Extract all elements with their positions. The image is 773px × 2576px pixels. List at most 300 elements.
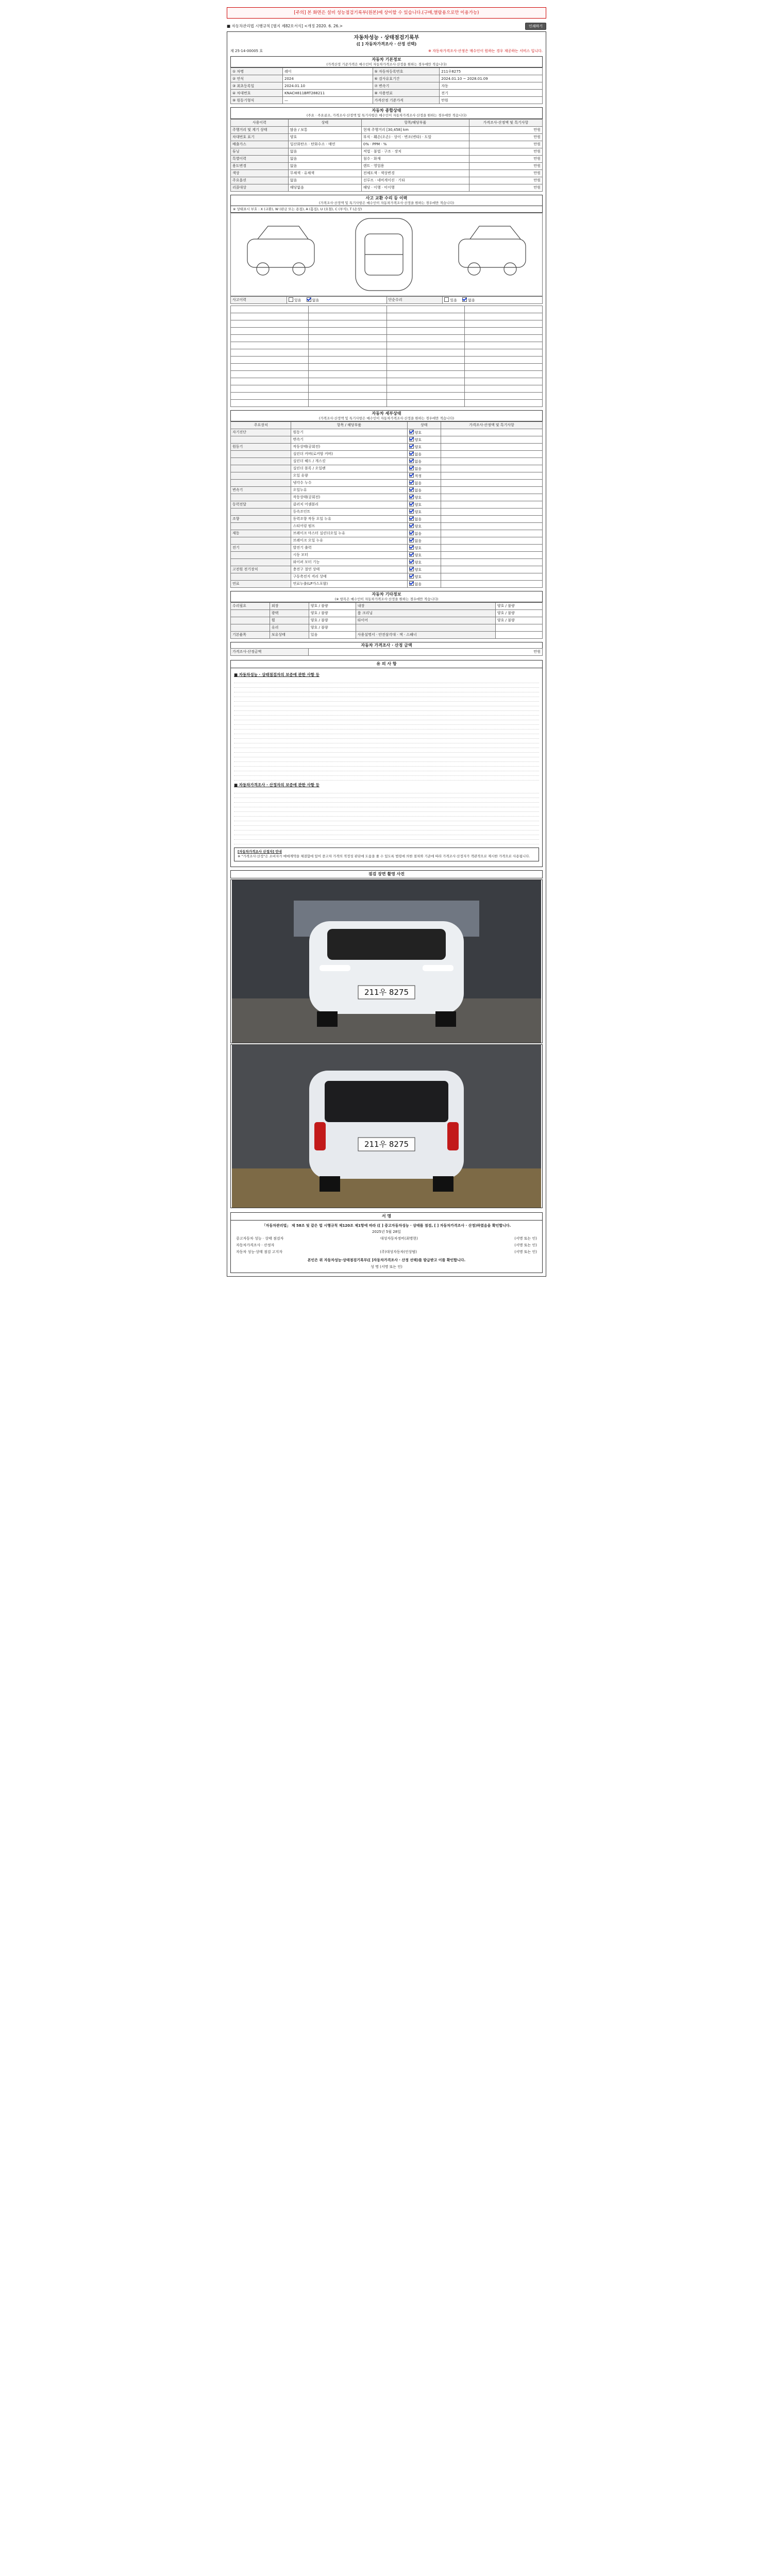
detail-state xyxy=(407,573,441,580)
notice-banner: [주의] 본 화면은 설비 성능점검기록부(원본)에 상이할 수 있습니다.(구매,열람용으로만 이용가능) xyxy=(227,7,546,19)
panel-cell xyxy=(464,342,542,349)
signature-receiver: 성 명 (서명 또는 인) xyxy=(371,1265,402,1269)
overall-status-row xyxy=(231,177,543,184)
detail-state xyxy=(407,515,441,522)
panel-cell xyxy=(386,378,464,385)
overall-status-cell: 전체도색 · 색상변경 xyxy=(361,170,469,177)
panel-cell xyxy=(309,392,386,399)
basic-info-value: 자동 xyxy=(440,82,543,90)
other-info-cell xyxy=(356,624,495,632)
basic-info-value: 2024.01.10 xyxy=(283,82,373,90)
terms-line xyxy=(234,684,539,688)
detail-state-label: 양호 xyxy=(414,496,422,500)
panel-row xyxy=(231,349,543,356)
overall-status-header: 사용이력 xyxy=(231,119,289,126)
panel-row xyxy=(231,378,543,385)
detail-item: 구동축전지 격리 상태 xyxy=(291,573,407,580)
other-info-cell: 양호 / 불량 xyxy=(495,603,542,610)
document-subtitle: ([ ] 자동차가격조사 · 산정 선택) xyxy=(356,41,417,46)
detail-status-row xyxy=(231,429,543,436)
detail-price xyxy=(441,486,543,494)
terms-line xyxy=(234,693,539,697)
panel-row xyxy=(231,342,543,349)
panel-cell xyxy=(309,378,386,385)
terms-line xyxy=(234,688,539,692)
other-info-cell: 양호 / 불량 xyxy=(309,624,356,632)
other-info-row xyxy=(231,632,543,639)
terms-line xyxy=(234,698,539,702)
terms-line xyxy=(234,716,539,720)
terms-heading-appraiser: ■ 자동차가격조사 · 산정자의 보증에 관한 사항 등 xyxy=(234,782,320,787)
price-title: 자동차 가격조사 · 산정 금액 xyxy=(230,642,543,648)
terms-line xyxy=(234,707,539,711)
detail-item: 변속기 xyxy=(291,436,407,443)
panel-row xyxy=(231,313,543,320)
detail-state-label: 없음 xyxy=(414,467,422,471)
detail-state-checkbox[interactable] xyxy=(409,567,414,571)
detail-state-label: 없음 xyxy=(414,532,422,536)
detail-state-label: 양호 xyxy=(414,553,422,557)
terms-line xyxy=(234,679,539,683)
detail-state-label: 양호 xyxy=(414,568,422,572)
panel-cell xyxy=(386,363,464,370)
detail-status-row xyxy=(231,537,543,544)
signature-footer: 본인은 위 자동차성능·상태점검기록부([ ]자동차가격조사 · 산정 선택)를 발급받고 이를 확인합니다. xyxy=(307,1258,466,1263)
document-title: 자동차성능 · 상태점검기록부 xyxy=(354,35,419,41)
detail-status-row xyxy=(231,515,543,522)
basic-info-label: ⑥ 검사유효기간 xyxy=(373,75,440,82)
appraiser-box-title: [자동차가격조사 산정자] 안내 xyxy=(238,849,282,854)
other-info-note: (※ 항목은 매수인이 자동차가격조사·산정을 원하는 경우에만 적습니다) xyxy=(230,597,543,602)
overall-status-cell: 없음 xyxy=(288,162,361,170)
terms-line xyxy=(234,739,539,743)
panel-cell xyxy=(231,363,309,370)
detail-state-label: 양호 xyxy=(414,524,422,529)
other-info-cell: 양호 / 불량 xyxy=(495,617,542,624)
accident-no-checkbox[interactable] xyxy=(307,297,311,302)
detail-state xyxy=(407,479,441,486)
overall-status-row xyxy=(231,133,543,141)
panel-cell xyxy=(309,313,386,320)
other-info-title: 자동차 기타정보 xyxy=(230,591,543,597)
basic-info-row xyxy=(231,90,543,97)
panel-cell xyxy=(309,327,386,334)
detail-status-row xyxy=(231,522,543,530)
other-info-cell: 유리 xyxy=(270,624,309,632)
panel-cell xyxy=(386,356,464,363)
basic-info-title: 자동차 기본정보 xyxy=(230,56,543,62)
detail-state xyxy=(407,486,441,494)
overall-status-cell: 만원 xyxy=(469,170,542,177)
panel-cell xyxy=(309,363,386,370)
panel-row xyxy=(231,356,543,363)
detail-item: 실린더 헤드 / 개스킷 xyxy=(291,457,407,465)
detail-status-row xyxy=(231,551,543,558)
detail-state-label: 양호 xyxy=(414,445,422,449)
basic-info-row xyxy=(231,82,543,90)
document-number: 제 25-14-00005 호 xyxy=(230,48,263,53)
basic-info-label: ① 차명 xyxy=(231,68,283,75)
terms-line xyxy=(234,767,539,771)
detail-state-label: 없음 xyxy=(414,460,422,464)
detail-state-checkbox[interactable] xyxy=(409,574,414,579)
overall-status-cell: 만원 xyxy=(469,184,542,191)
overall-status-cell: 만원 xyxy=(469,126,542,133)
detail-price xyxy=(441,551,543,558)
detail-state-checkbox[interactable] xyxy=(409,509,414,514)
detail-state-checkbox[interactable] xyxy=(409,444,414,449)
detail-state-checkbox[interactable] xyxy=(409,502,414,506)
accident-history-note: (가격조사·산정액 및 특기사항은 매수인이 자동차가격조사·산정을 원하는 경우에만 적습니다) xyxy=(230,201,543,206)
price-table xyxy=(230,648,543,656)
panel-row xyxy=(231,399,543,406)
overall-status-cell: 용도변경 xyxy=(231,162,289,170)
panel-cell xyxy=(386,399,464,406)
panel-cell xyxy=(386,342,464,349)
panel-cell xyxy=(231,313,309,320)
detail-state-label: 없음 xyxy=(414,452,422,456)
detail-price xyxy=(441,479,543,486)
basic-info-note: (가격산정 기준가격은 매수인이 자동차가격조사·산정을 원하는 경우에만 적습니다) xyxy=(230,62,543,67)
detail-state-label: 양호 xyxy=(414,561,422,565)
detail-state xyxy=(407,580,441,587)
signature-block xyxy=(230,1221,543,1273)
detail-status-row xyxy=(231,508,543,515)
detail-item: 오일 유량 xyxy=(291,472,407,479)
front-photo xyxy=(230,879,543,1043)
terms-line xyxy=(234,725,539,730)
detail-price xyxy=(441,494,543,501)
terms-line xyxy=(234,808,539,812)
other-info-cell: 보유상태 xyxy=(270,632,309,639)
detail-device xyxy=(231,551,291,558)
panel-cell xyxy=(386,392,464,399)
basic-info-label: ③ 최초등록일 xyxy=(231,82,283,90)
other-info-cell: 룸 크리닝 xyxy=(356,610,495,617)
overall-status-cell: 많음 / 보통 xyxy=(288,126,361,133)
terms-line xyxy=(234,812,539,817)
detail-price xyxy=(441,443,543,450)
detail-state xyxy=(407,501,441,508)
detail-price xyxy=(441,508,543,515)
overall-status-cell: 무채색 · 유채색 xyxy=(288,170,361,177)
panel-cell xyxy=(231,320,309,327)
overall-status-row xyxy=(231,141,543,148)
panel-cell xyxy=(231,342,309,349)
detail-status-row xyxy=(231,573,543,580)
overall-status-row xyxy=(231,126,543,133)
car-front-photo-icon xyxy=(231,880,542,1043)
accident-yes-checkbox[interactable] xyxy=(289,297,293,302)
detail-price xyxy=(441,573,543,580)
detail-state-checkbox[interactable] xyxy=(409,516,414,521)
basic-info-label: ⑨ 원동기형식 xyxy=(231,97,283,104)
overall-status-cell: 만원 xyxy=(469,148,542,155)
detail-status-title: 자동차 세부상태 xyxy=(230,410,543,416)
detail-status-header: 주요장치 xyxy=(231,421,291,429)
detail-price xyxy=(441,515,543,522)
detail-device xyxy=(231,573,291,580)
overall-status-cell: 튜닝 xyxy=(231,148,289,155)
detail-item: 냉각수 누수 xyxy=(291,479,407,486)
terms-line xyxy=(234,749,539,753)
overall-status-cell: 렌트 · 영업용 xyxy=(361,162,469,170)
overall-status-cell: 선루프 · 네비게이션 · 기타 xyxy=(361,177,469,184)
basic-info-table xyxy=(230,67,543,104)
panel-cell xyxy=(464,385,542,392)
detail-state-checkbox[interactable] xyxy=(409,473,414,478)
panel-cell xyxy=(464,392,542,399)
detail-status-row xyxy=(231,501,543,508)
signature-row xyxy=(236,1243,537,1248)
status-legend: ※ 상태표시 부호 : X (교환), W (판금 또는 용접), A (흠집), U (요철), C (부식), T (손상) xyxy=(230,206,543,213)
terms-line xyxy=(234,789,539,793)
overall-status-cell: 일산화탄소 · 탄화수소 · 매연 xyxy=(288,141,361,148)
detail-state-label: 양호 xyxy=(414,431,422,435)
panel-table xyxy=(230,306,543,407)
panel-cell xyxy=(386,385,464,392)
other-info-cell: 수리필요 xyxy=(231,603,270,610)
other-info-cell: 휠 xyxy=(270,617,309,624)
panel-cell xyxy=(231,392,309,399)
detail-state-checkbox[interactable] xyxy=(409,538,414,543)
detail-state-checkbox[interactable] xyxy=(409,495,414,499)
detail-status-row xyxy=(231,544,543,551)
detail-state-label: 적정 xyxy=(414,474,422,478)
detail-price xyxy=(441,580,543,587)
overall-status-cell: 해당없음 xyxy=(288,184,361,191)
panel-cell xyxy=(231,327,309,334)
basic-info-label: ⑦ 변속기 xyxy=(373,82,440,90)
signature-cell: 자동차 성능·상태 점검 고지자 xyxy=(236,1249,283,1254)
print-button[interactable]: 인쇄하기 xyxy=(525,23,546,30)
detail-device xyxy=(231,457,291,465)
detail-state xyxy=(407,530,441,537)
overall-status-cell: 배출가스 xyxy=(231,141,289,148)
detail-state-checkbox[interactable] xyxy=(409,523,414,528)
detail-state-checkbox[interactable] xyxy=(409,466,414,470)
overall-status-cell: 없음 xyxy=(288,148,361,155)
detail-state-checkbox[interactable] xyxy=(409,459,414,463)
detail-state-checkbox[interactable] xyxy=(409,487,414,492)
accident-history-title: 사고 교환 수리 등 이력 xyxy=(230,195,543,201)
detail-status-row xyxy=(231,443,543,450)
panel-cell xyxy=(231,378,309,385)
detail-item: 오일누유 xyxy=(291,486,407,494)
panel-cell xyxy=(464,334,542,342)
panel-cell xyxy=(464,313,542,320)
panel-cell xyxy=(231,370,309,378)
terms-line xyxy=(234,744,539,748)
detail-state xyxy=(407,450,441,457)
detail-state xyxy=(407,566,441,573)
detail-status-header: 상태 xyxy=(407,421,441,429)
rear-photo xyxy=(230,1044,543,1208)
panel-cell xyxy=(386,306,464,313)
panel-cell xyxy=(309,349,386,356)
detail-state-checkbox[interactable] xyxy=(409,531,414,535)
detail-state-checkbox[interactable] xyxy=(409,430,414,434)
other-info-cell: 양호 / 불량 xyxy=(309,610,356,617)
detail-state-checkbox[interactable] xyxy=(409,560,414,564)
detail-status-row xyxy=(231,450,543,457)
detail-state-label: 양호 xyxy=(414,438,422,442)
detail-state-checkbox[interactable] xyxy=(409,552,414,557)
simple-repair-no-checkbox[interactable] xyxy=(462,297,467,302)
terms-line xyxy=(234,836,539,840)
detail-item: 원동기 xyxy=(291,429,407,436)
detail-state-label: 없음 xyxy=(414,488,422,493)
detail-device: 조향 xyxy=(231,515,291,522)
overall-status-row xyxy=(231,148,543,155)
panel-cell xyxy=(464,349,542,356)
detail-status-row xyxy=(231,486,543,494)
basic-info-value: 전기 xyxy=(440,90,543,97)
detail-device xyxy=(231,472,291,479)
detail-status-row xyxy=(231,457,543,465)
overall-status-cell: 차대번호 표기 xyxy=(231,133,289,141)
basic-info-label: ④ 차대번호 xyxy=(231,90,283,97)
detail-state xyxy=(407,537,441,544)
detail-device xyxy=(231,465,291,472)
panel-row xyxy=(231,306,543,313)
panel-cell xyxy=(309,370,386,378)
other-info-cell: 광택 xyxy=(270,610,309,617)
detail-status-table xyxy=(230,421,543,588)
panel-cell xyxy=(231,399,309,406)
detail-state xyxy=(407,522,441,530)
terms-line xyxy=(234,735,539,739)
detail-status-row xyxy=(231,580,543,587)
terms-line xyxy=(234,794,539,798)
detail-price xyxy=(441,472,543,479)
detail-device: 변속기 xyxy=(231,486,291,494)
detail-state-label: 양호 xyxy=(414,546,422,550)
terms-line xyxy=(234,776,539,781)
detail-device: 전기 xyxy=(231,544,291,551)
detail-state-checkbox[interactable] xyxy=(409,480,414,485)
other-info-cell: 양호 / 불량 xyxy=(495,610,542,617)
detail-state-checkbox[interactable] xyxy=(409,545,414,550)
other-info-cell xyxy=(231,610,270,617)
panel-row xyxy=(231,385,543,392)
detail-item: 실린더 커버(로커암 커버) xyxy=(291,450,407,457)
panel-cell xyxy=(231,334,309,342)
photo-section-title: 점검 장면 촬영 사진 xyxy=(230,870,543,878)
overall-status-header: 가격조사·산정액 및 특기사항 xyxy=(469,119,542,126)
basic-info-value: 만원 xyxy=(440,97,543,104)
detail-status-row xyxy=(231,436,543,443)
detail-device: 고전원 전기장치 xyxy=(231,566,291,573)
form-law-reference: ■ 자동차관리법 시행규칙 [별지 제82호서식] <개정 2020. 6. 26.> xyxy=(227,24,343,29)
detail-device xyxy=(231,522,291,530)
overall-status-cell: 없음 xyxy=(288,155,361,162)
signature-cell: (주)대성자동차(인상범) xyxy=(380,1249,417,1254)
detail-item: 동력조향 작동 오일 누유 xyxy=(291,515,407,522)
other-info-cell: 사용설명서 · 안전삼각대 · 잭 · 스패너 xyxy=(356,632,495,639)
panel-row xyxy=(231,392,543,399)
detail-price xyxy=(441,530,543,537)
other-info-cell: 내장 xyxy=(356,603,495,610)
overall-status-cell: 주요옵션 xyxy=(231,177,289,184)
panel-cell xyxy=(464,306,542,313)
vehicle-diagram xyxy=(230,213,543,296)
panel-cell xyxy=(386,320,464,327)
overall-status-title: 자동차 종합상태 xyxy=(230,107,543,113)
overall-status-cell: 적법 · 불법 · 구조 · 장치 xyxy=(361,148,469,155)
overall-status-header: 상태 xyxy=(288,119,361,126)
simple-repair-yes-checkbox[interactable] xyxy=(444,297,449,302)
panel-cell xyxy=(464,399,542,406)
detail-price xyxy=(441,429,543,436)
simple-repair-value: 있음 없음 xyxy=(443,296,543,303)
detail-price xyxy=(441,457,543,465)
detail-device xyxy=(231,450,291,457)
terms-title: 유 의 사 항 xyxy=(230,660,543,668)
basic-info-row xyxy=(231,68,543,75)
detail-state xyxy=(407,558,441,566)
detail-state xyxy=(407,465,441,472)
detail-device xyxy=(231,508,291,515)
terms-line xyxy=(234,702,539,706)
detail-state-label: 없음 xyxy=(414,517,422,521)
detail-state-checkbox[interactable] xyxy=(409,451,414,456)
overall-status-cell: 양호 xyxy=(288,133,361,141)
detail-state xyxy=(407,544,441,551)
overall-status-header: 항목/해당부품 xyxy=(361,119,469,126)
signature-row xyxy=(236,1236,537,1241)
panel-cell xyxy=(464,370,542,378)
detail-item: 브레이크 마스터 실린더오일 누유 xyxy=(291,530,407,537)
detail-status-note: (가격조사·산정액 및 특기사항은 매수인이 자동차가격조사·산정을 원하는 경우에만 적습니다) xyxy=(230,416,543,421)
other-info-cell xyxy=(231,624,270,632)
detail-item: 등속조인트 xyxy=(291,508,407,515)
basic-info-value: 2024.01.10 ~ 2028.01.09 xyxy=(440,75,543,82)
terms-line xyxy=(234,711,539,716)
car-rear-photo-icon xyxy=(231,1045,542,1208)
overall-status-cell: 리콜대상 xyxy=(231,184,289,191)
overall-status-cell: 만원 xyxy=(469,162,542,170)
other-info-cell: 양호 / 불량 xyxy=(309,617,356,624)
panel-row xyxy=(231,320,543,327)
terms-line xyxy=(234,799,539,803)
detail-state xyxy=(407,551,441,558)
panel-cell xyxy=(309,334,386,342)
signature-cell: (서명 또는 인) xyxy=(514,1236,537,1241)
detail-price xyxy=(441,465,543,472)
record-page xyxy=(227,0,546,2576)
panel-cell xyxy=(464,320,542,327)
detail-state-checkbox[interactable] xyxy=(409,437,414,442)
detail-device: 원동기 xyxy=(231,443,291,450)
detail-state-checkbox[interactable] xyxy=(409,581,414,586)
detail-item: 발전기 출력 xyxy=(291,544,407,551)
basic-info-label: ⑤ 자동차등록번호 xyxy=(373,68,440,75)
detail-item: 시동 모터 xyxy=(291,551,407,558)
basic-info-label: 가격산정 기준가격 xyxy=(373,97,440,104)
overall-status-cell: 만원 xyxy=(469,177,542,184)
detail-state xyxy=(407,457,441,465)
panel-cell xyxy=(386,334,464,342)
detail-status-row xyxy=(231,558,543,566)
detail-device xyxy=(231,494,291,501)
accident-history-table xyxy=(230,296,543,304)
panel-cell xyxy=(386,349,464,356)
other-info-cell: 기본품목 xyxy=(231,632,270,639)
detail-status-row xyxy=(231,494,543,501)
basic-info-label: ⑧ 사용연료 xyxy=(373,90,440,97)
panel-cell xyxy=(464,327,542,334)
